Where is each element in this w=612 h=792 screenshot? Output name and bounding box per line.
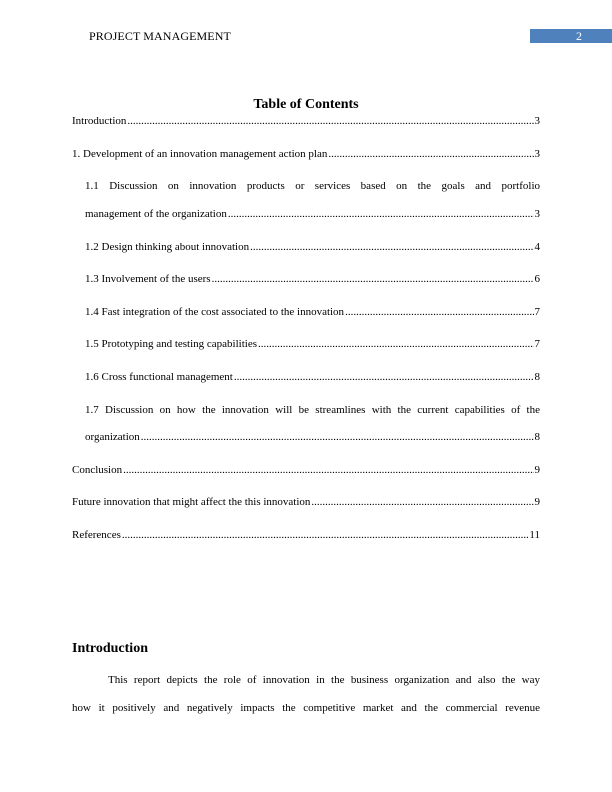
toc-entry-references[interactable] — [72, 528, 540, 542]
toc-entry-page: 11 — [529, 529, 540, 541]
toc-entry-1-2[interactable] — [85, 240, 540, 254]
toc-entry-label: 1.6 Cross functional management — [85, 371, 233, 383]
toc-entry-1-3[interactable] — [85, 272, 540, 286]
toc-entry-conclusion[interactable] — [72, 463, 540, 477]
toc-leader-dots — [228, 207, 534, 221]
page-number-box — [530, 29, 612, 43]
toc-leader-dots — [127, 114, 533, 128]
toc-entry-development-plan[interactable] — [72, 147, 540, 161]
toc-entry-1-7-line1[interactable]: 1.7 Discussion on how the innovation will be streamlines with the current capabilities of the — [85, 404, 540, 416]
paragraph-line: This report depicts the role of innovation in the business organization and also the way — [108, 674, 540, 686]
toc-leader-dots — [258, 337, 533, 351]
toc-leader-dots — [123, 463, 533, 477]
toc-entry-label: References — [72, 529, 121, 541]
toc-entry-page: 9 — [534, 496, 540, 508]
section-heading-introduction: Introduction — [72, 641, 148, 656]
toc-entry-label: Introduction — [72, 115, 127, 127]
toc-entry-label: 1.4 Fast integration of the cost associated to the innovation — [85, 306, 345, 318]
paragraph-line: how it positively and negatively impacts the competitive market and the commercial revenue — [72, 702, 540, 714]
toc-leader-dots — [345, 305, 533, 319]
toc-leader-dots — [141, 430, 534, 444]
toc-entry-label: 1.2 Design thinking about innovation — [85, 241, 250, 253]
toc-entry-1-7[interactable] — [85, 430, 540, 444]
toc-leader-dots — [212, 272, 534, 286]
toc-entry-introduction[interactable] — [72, 114, 540, 128]
toc-entry-page: 6 — [534, 273, 540, 285]
toc-entry-page: 3 — [534, 208, 540, 220]
toc-leader-dots — [250, 240, 533, 254]
toc-entry-label: management of the organization — [85, 208, 227, 220]
toc-entry-1-4[interactable] — [85, 305, 540, 319]
toc-entry-1-5[interactable] — [85, 337, 540, 351]
running-header-title: PROJECT MANAGEMENT — [89, 29, 231, 43]
toc-leader-dots — [122, 528, 529, 542]
page-number: 2 — [576, 29, 582, 43]
toc-leader-dots — [311, 495, 533, 509]
toc-entry-label: 1. Development of an innovation management action plan — [72, 148, 328, 160]
toc-entry-page: 7 — [534, 338, 540, 350]
toc-entry-1-1-line1[interactable]: 1.1 Discussion on innovation products or services based on the goals and portfolio — [85, 180, 540, 192]
toc-leader-dots — [234, 370, 534, 384]
toc-entry-page: 3 — [534, 115, 540, 127]
toc-entry-page: 4 — [534, 241, 540, 253]
toc-entry-page: 3 — [534, 148, 540, 160]
toc-entry-page: 7 — [534, 306, 540, 318]
toc-entry-1-1[interactable] — [85, 207, 540, 221]
toc-entry-label: 1.5 Prototyping and testing capabilities — [85, 338, 258, 350]
toc-title: Table of Contents — [253, 97, 359, 112]
toc-entry-future-innovation[interactable] — [72, 495, 540, 509]
toc-entry-1-6[interactable] — [85, 370, 540, 384]
toc-entry-page: 8 — [534, 371, 540, 383]
toc-entry-label: 1.3 Involvement of the users — [85, 273, 211, 285]
toc-entry-page: 9 — [534, 464, 540, 476]
toc-entry-label: Conclusion — [72, 464, 123, 476]
toc-entry-label: Future innovation that might affect the this innovation — [72, 496, 311, 508]
toc-entry-label: organization — [85, 431, 140, 443]
toc-leader-dots — [328, 147, 533, 161]
toc-entry-page: 8 — [534, 431, 540, 443]
